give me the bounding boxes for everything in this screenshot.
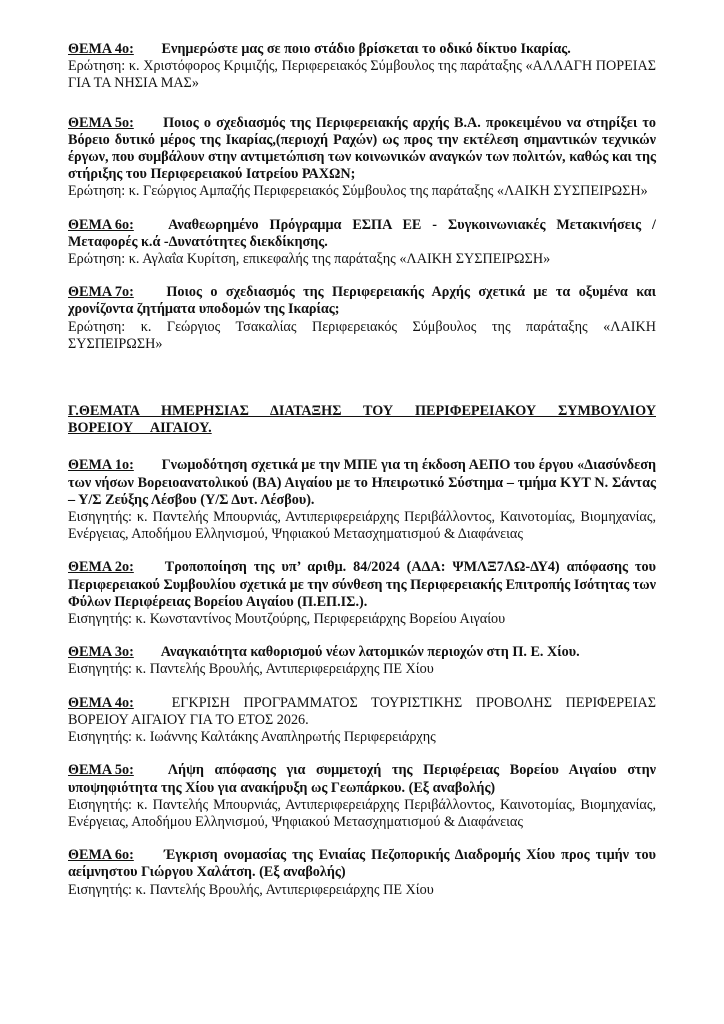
agenda-item-rapporteur: Εισηγητής: κ. Ιωάννης Καλτάκης Αναπληρωτής Περιφερειάρχης: [68, 729, 436, 746]
agenda-item-question: Ερώτηση: κ. Γεώργιος Αμπαζής Περιφερειακός Σύμβουλος της παράταξης «ΛΑΙΚΗ ΣΥΣΠΕΙΡΩΣΗ»: [68, 183, 648, 200]
agenda-item-label: ΘΕΜΑ 4ο:: [68, 41, 134, 57]
document-page: [68, 41, 656, 899]
agenda-item-title-text: Αναγκαιότητα καθορισμού νέων λατομικών περιοχών στη Π. Ε. Χίου.: [160, 644, 580, 661]
agenda-item-rapporteur: Εισηγητής: κ. Παντελής Βρουλής, Αντιπεριφερειάρχης ΠΕ Χίου: [68, 661, 434, 678]
agenda-item-b6: [68, 217, 656, 269]
agenda-item-c5: [68, 762, 656, 831]
agenda-item-question: Ερώτηση: κ. Χριστόφορος Κριμιζής, Περιφερειακός Σύμβουλος της παράταξης «ΑΛΛΑΓΗ ΠΟΡΕΙΑΣ ΓΙΑ ΤΑ ΝΗΣΙΑ ΜΑΣ»: [68, 58, 656, 92]
agenda-item-label: ΘΕΜΑ 5ο:: [68, 762, 134, 779]
agenda-item-label: ΘΕΜΑ 1ο:: [68, 457, 134, 474]
agenda-item-title: [68, 644, 656, 661]
agenda-item-rapporteur: Εισηγητής: κ. Κωνσταντίνος Μουτζούρης, Περιφερειάρχης Βορείου Αιγαίου: [68, 611, 506, 628]
agenda-item-label: ΘΕΜΑ 5ο:: [68, 114, 134, 131]
agenda-item-title-text: Ενημερώστε μας σε ποιο στάδιο βρίσκεται το οδικό δίκτυο Ικαρίας.: [161, 41, 571, 57]
agenda-item-b5: [68, 115, 656, 201]
agenda-item-title: [68, 559, 656, 611]
agenda-item-title: [68, 115, 656, 184]
agenda-item-c6: [68, 847, 656, 899]
agenda-item-title: [68, 457, 656, 509]
agenda-item-title: [68, 41, 656, 58]
agenda-item-label: ΘΕΜΑ 6ο:: [68, 216, 134, 233]
agenda-item-label: ΘΕΜΑ 3ο:: [68, 644, 134, 661]
agenda-item-label: ΘΕΜΑ 6ο:: [68, 847, 134, 864]
agenda-item-title: [68, 695, 656, 729]
agenda-item-title-text: Ποιος ο σχεδιασμός της Περιφερειακής Αρχής σχετικά με τα οξυμένα και χρονίζοντα ζητήματα υποδομών της Ικαρίας;: [68, 284, 657, 318]
agenda-item-c3: [68, 644, 656, 678]
agenda-item-title-text: ΕΓΚΡΙΣΗ ΠΡΟΓΡΑΜΜΑΤΟΣ ΤΟΥΡΙΣΤΙΚΗΣ ΠΡΟΒΟΛΗΣ ΠΕΡΙΦΕΡΕΙΑΣ ΒΟΡΕΙΟΥ ΑΙΓΑΙΟΥ ΓΙΑ ΤΟ ΕΤΟΣ 2026.: [68, 694, 657, 728]
agenda-item-label: ΘΕΜΑ 2ο:: [68, 559, 134, 576]
agenda-item-b7: [68, 284, 656, 353]
agenda-item-c1: [68, 457, 656, 543]
agenda-item-rapporteur: Εισηγητής: κ. Παντελής Μπουρνιάς, Αντιπεριφερειάρχης Περιβάλλοντος, Καινοτομίας, Βιομηχανίας, Ενέργειας, Αποδήμου Ελληνισμού, Ψηφιακού Μετασχηματισμού & Διαφάνειας: [68, 796, 656, 830]
agenda-item-question: Ερώτηση: κ. Γεώργιος Τσακαλίας Περιφερειακός Σύμβουλος της παράταξης «ΛΑΙΚΗ ΣΥΣΠΕΙΡΩΣΗ»: [68, 318, 656, 352]
agenda-item-label: ΘΕΜΑ 4ο:: [68, 694, 134, 711]
agenda-item-question: Ερώτηση: κ. Αγλαΐα Κυρίτση, επικεφαλής της παράταξης «ΛΑΙΚΗ ΣΥΣΠΕΙΡΩΣΗ»: [68, 251, 551, 268]
agenda-item-c2: [68, 559, 656, 628]
agenda-item-title-text: Ποιος ο σχεδιασμός της Περιφερειακής αρχής Β.Α. προκειμένου να στηρίξει το Βόρειο δυτικό μέρος της Ικαρίας,(περιοχή Ραχών) ως προς την εκτέλεση σημαντικών τεχνικών έργων, που συμβάλουν στην αντιμετώπιση των κοινωνικών αναγκών των πολιτών, καθώς και της στήριξης του Περιφερειακού Ιατρείου ΡΑΧΩΝ;: [68, 114, 656, 183]
agenda-item-title-text: Λήψη απόφασης για συμμετοχή της Περιφέρειας Βορείου Αιγαίου στην υποψηφιότητα της Χίου για ανακήρυξη ως Γεωπάρκου. (Εξ αναβολής): [68, 762, 656, 796]
agenda-item-title: [68, 847, 656, 881]
agenda-item-b4: [68, 41, 656, 93]
agenda-item-title-text: Έγκριση ονομασίας της Ενιαίας Πεζοπορικής Διαδρομής Χίου προς τιμήν του αείμνηστου Γιώργου Χαλάτση. (Εξ αναβολής): [68, 847, 657, 881]
agenda-item-rapporteur: Εισηγητής: κ. Παντελής Βρουλής, Αντιπεριφερειάρχης ΠΕ Χίου: [68, 881, 434, 898]
agenda-item-title-text: Τροποποίηση της υπ’ αριθμ. 84/2024 (ΑΔΑ: ΨΜΛΞ7ΛΩ-ΔΥ4) απόφασης του Περιφερειακού Συμβουλίου σχετικά με την σύνθεση της Περιφερειακής Επιτροπής Ισότητας των Φύλων Περιφέρειας Βορείου Αιγαίου (Π.ΕΠ.ΙΣ.).: [68, 559, 656, 610]
agenda-item-title: [68, 762, 656, 796]
agenda-item-title-text: Αναθεωρημένο Πρόγραμμα ΕΣΠΑ ΕΕ - Συγκοινωνιακές Μετακινήσεις /Μεταφορές κ.ά -Δυνατότητες διεκδίκησης.: [68, 216, 656, 250]
agenda-item-label: ΘΕΜΑ 7ο:: [68, 284, 134, 301]
agenda-item-rapporteur: Εισηγητής: κ. Παντελής Μπουρνιάς, Αντιπεριφερειάρχης Περιβάλλοντος, Καινοτομίας, Βιομηχανίας, Ενέργειας, Αποδήμου Ελληνισμού, Ψηφιακού Μετασχηματισμού & Διαφάνειας: [68, 509, 656, 543]
agenda-item-title-text: Γνωμοδότηση σχετικά με την ΜΠΕ για τη έκδοση ΑΕΠΟ του έργου «Διασύνδεση των νήσων Βορειοανατολικού (ΒΑ) Αιγαίου με το Ηπειρωτικό Σύστημα – τμήμα ΚΥΤ Ν. Σάντας – Υ/Σ Ζεύξης Λέσβου (Υ/Σ Δυτ. Λέσβου).: [68, 457, 657, 508]
agenda-item-c4: [68, 695, 656, 747]
section-heading: Γ.ΘΕΜΑΤΑ ΗΜΕΡΗΣΙΑΣ ΔΙΑΤΑΞΗΣ ΤΟΥ ΠΕΡΙΦΕΡΕΙΑΚΟΥ ΣΥΜΒΟΥΛΙΟΥ ΒΟΡΕΙΟΥ ΑΙΓΑΙΟΥ.: [68, 403, 656, 437]
agenda-item-title: [68, 217, 656, 251]
agenda-item-title: [68, 284, 656, 318]
